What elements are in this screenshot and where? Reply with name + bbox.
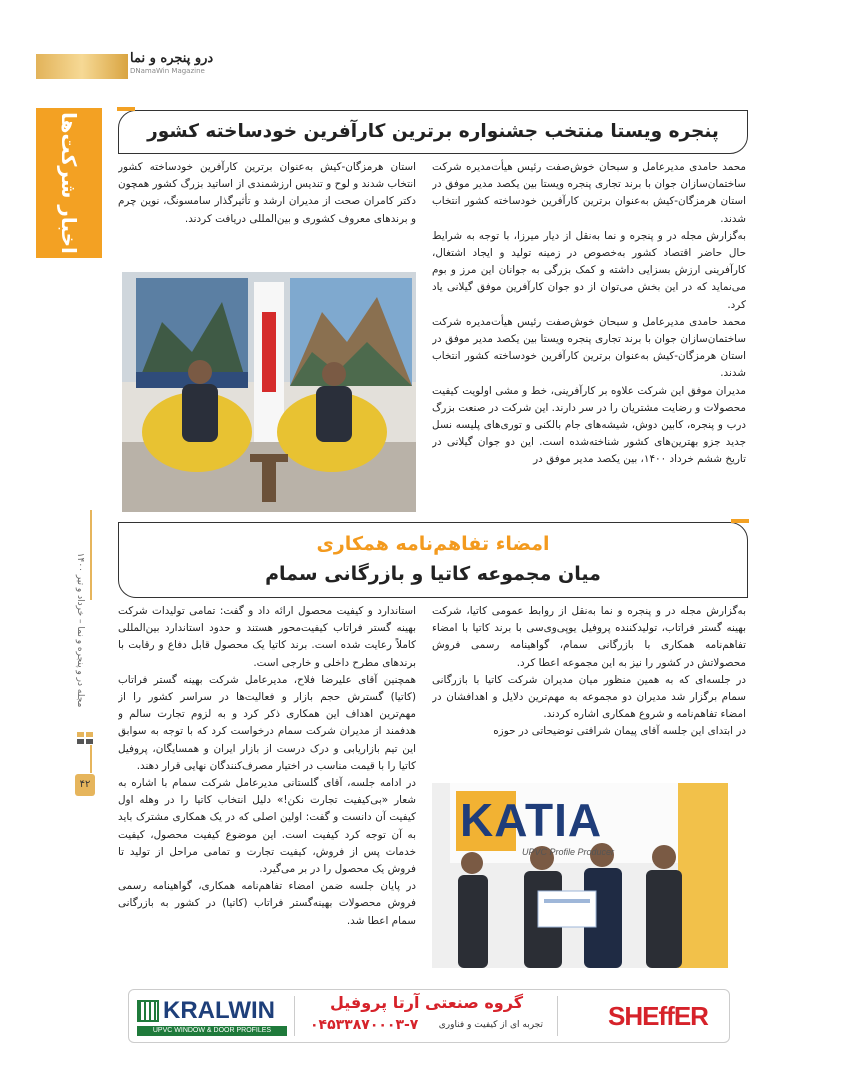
article1-title-accent <box>117 107 135 111</box>
section-side-tab <box>36 108 102 258</box>
article2-right-column <box>432 603 746 775</box>
article2-paragraph: در پایان جلسه ضمن امضاء تفاهم‌نامه همکاری، گواهینامه رسمی فروش محصولات بهینه‌گستر فراتاب (کاتیا) در کشور به بازرگانی سمام اعطا شد. <box>118 880 416 927</box>
kralwin-tagline: UPVC WINDOW & DOOR PROFILES <box>137 1026 287 1036</box>
side-window-icon <box>76 730 94 744</box>
article2-left-column <box>118 603 416 983</box>
page-number: ۴۲ <box>79 779 91 790</box>
ad-banner[interactable] <box>128 989 730 1043</box>
article2-paragraph: به‌گزارش مجله در و پنجره و نما به‌نقل از روابط عمومی کاتیا، شرکت بهینه گستر فراتاب، تولیدکننده پروفیل یوپی‌وی‌سی با برند کاتیا با امضاء تفاهم‌نامه همکاری با بازرگانی سمام، گواهینامه رسمی فروش محصولاتش در کشور را نیز به این مجموعه اعطا کرد. <box>432 605 746 669</box>
side-magazine-info-text: مجله در و پنجره و نما – خرداد و تیر ۱۴۰۰ <box>75 552 85 708</box>
header-logo <box>130 51 240 81</box>
kralwin-logo <box>137 996 287 1036</box>
article2-paragraph: همچنین آقای علیرضا فلاح، مدیرعامل شرکت بهینه گستر فراتاب (کاتیا) گسترش حجم بازار و فعالیت‌ها در سراسر کشور را از مهم‌ترین اهداف این همکاری ذکر کرد و به لزوم تجارت سالم و هدفمند از مدیران شرکت سمام درخواست کرد که با توجه به سوابق این تیم بازاریابی و درک درست از بازار ایران و همسایگان، پروفیل کاتیا را با قیمت مناسب در اختیار مصرف‌کنندگان نهایی قرار دهند. <box>118 673 416 772</box>
article1-photo <box>122 272 416 512</box>
article2-title-accent <box>731 519 749 523</box>
page-number-badge <box>75 774 95 796</box>
article1-paragraph: به‌گزارش مجله در و پنجره و نما به‌نقل از دیار میرزا، با توجه به شرایط حال حاضر اقتصاد کشور به‌خصوص در زمینه تولید و ایجاد اشتغال، کارآفرینی ارزش بسزایی داشته و کمک بزرگی به جوانان این مرز و بوم می‌نماید که در این بخش می‌توان از دو جوان کارآفرین موفق گیلانی یاد کرد. <box>432 229 746 311</box>
article1-left-column <box>118 159 416 259</box>
article1-paragraph: محمد حامدی مدیرعامل و سبحان خوش‌صفت رئیس هیأت‌مدیره شرکت ساختمان‌سازان جوان با برند تجاری پنجره ویستا بین یکصد مدیر موفق در استان هرمزگان-کیش به‌عنوان برترین کارآفرین خودساخته کشور انتخاب شدند. <box>432 315 746 380</box>
article1-paragraph: محمد حامدی مدیرعامل و سبحان خوش‌صفت رئیس هیأت‌مدیره شرکت ساختمان‌سازان جوان با برند تجاری پنجره ویستا بین یکصد مدیر موفق در استان هرمزگان-کیش به‌عنوان برترین کارآفرین خودساخته کشور انتخاب شدند. <box>432 161 746 225</box>
arta-profile-block <box>304 992 549 1040</box>
section-side-tab-label: اخبار شرکت‌ها <box>57 112 81 254</box>
article2-title-line1: امضاء تفاهم‌نامه همکاری <box>316 533 550 555</box>
header-logo-sub: DNamaWin Magazine <box>130 67 205 75</box>
article2-title-box <box>118 522 748 598</box>
side-gold-line <box>90 510 92 600</box>
ad-divider-right <box>557 996 558 1036</box>
arta-slogan: تجربه ای از کیفیت و فناوری <box>438 1020 543 1030</box>
arta-phone: ۰۴۵۳۳۸۷۰۰۰۳-۷ <box>310 1017 419 1033</box>
kralwin-brand: KRALWIN <box>163 997 275 1024</box>
article2-paragraph: استاندارد و کیفیت محصول ارائه داد و گفت: تمامی تولیدات شرکت بهینه گستر فراتاب کیفیت‌محور هستند و حدود استاندارد بین‌المللی کاملاً رعایت شده است. برند کاتیا یک محصول قابل دفاع و رقابت با برندهای مطرح داخلی و خارجی است. <box>118 605 416 669</box>
ad-divider-left <box>294 996 295 1036</box>
article2-paragraph: در ادامه جلسه، آقای گلستانی مدیرعامل شرکت سمام با اشاره به شعار «بی‌کیفیت تجارت نکن!» دلیل انتخاب کاتیا را در وهله اول کیفیت آن دانست و گفت: اولین اصلی که در یک همکاری مشترک باید به آن توجه کرد کیفیت است. این موضوع کیفیت محصول، کیفیت خدمات پس از فروش، کیفیت تجارت و تمامی مراحل از تولید تا فروش یک محصول را در بر می‌گیرد. <box>118 777 416 876</box>
side-magazine-info <box>72 520 88 740</box>
article2-photo <box>432 783 728 968</box>
article1-title: پنجره ویستا منتخب جشنواره برترین کارآفرین خودساخته کشور <box>147 121 719 142</box>
katia-sign-sub: UPVC Profile Producer <box>522 847 615 857</box>
article1-title-box <box>118 110 748 154</box>
article1-right-column <box>432 159 746 517</box>
katia-sign-brand: KATIA <box>460 794 603 846</box>
article1-paragraph: مدیران موفق این شرکت علاوه بر کارآفرینی، خط و مشی اولویت کیفیت محصولات و رضایت مشتریان را در سر دارند. این شرکت در صنعت بزرگ درب و پنجره، کابین دوش، شیشه‌های جام بالکنی و توری‌های پلیسه نسل جدید جزو بهترین‌های کشور شناخته‌شده است. این دو جوان گیلانی در تاریخ ششم خرداد ۱۴۰۰، بین یکصد مدیر موفق در <box>432 384 746 466</box>
kralwin-window-icon <box>137 1000 159 1022</box>
header-logo-text: درو پنجره و نما <box>130 51 214 66</box>
article2-title-line2: میان مجموعه کاتیا و بازرگانی سمام <box>265 563 601 585</box>
sheffer-logo: SHEffER <box>608 1001 708 1031</box>
side-gold-line-lower <box>90 745 92 773</box>
header-gold-bar <box>36 54 128 79</box>
arta-contact-row <box>304 1014 549 1036</box>
article2-paragraph: در جلسه‌ای که به همین منظور میان مدیران شرکت کاتیا با بازرگانی سمام برگزار شد مدیران دو مجموعه به مهم‌ترین دلایل و اهدافشان در امضاء تفاهم‌نامه و شروع همکاری اشاره کردند. <box>432 673 746 721</box>
article1-paragraph: استان هرمزگان-کیش به‌عنوان برترین کارآفرین خودساخته کشور انتخاب شدند و لوح و تندیس ارزشمندی از اساتید بزرگ کشور همچون دکتر کامران صحت از مدیران ارشد و تأثیرگذار سامسونگ، نوین چرم و برندهای معروف کشوری و بین‌المللی دریافت کردند. <box>118 161 416 225</box>
arta-title: گروه صنعتی آرتا پروفیل <box>329 993 523 1012</box>
article2-paragraph: در ابتدای این جلسه آقای پیمان شرافتی توضیحاتی در حوزه <box>493 725 746 738</box>
